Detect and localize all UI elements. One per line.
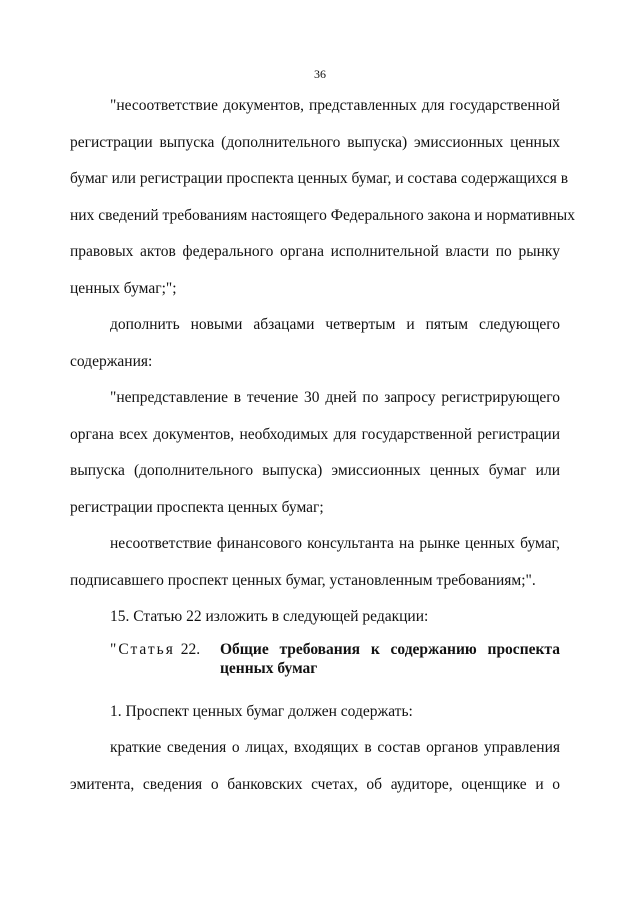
paragraph-nonsubmission bbox=[70, 380, 560, 526]
text-line: ценных бумаг;"; bbox=[70, 279, 177, 297]
text-line: правовых актов федерального органа исполнительной власти по рынку bbox=[70, 243, 560, 260]
article-title-line: ценных бумаг bbox=[220, 659, 318, 677]
article-title-line: Общие требования к содержанию проспекта bbox=[220, 640, 560, 658]
document-body bbox=[70, 88, 575, 803]
text-line: бумаг или регистрации проспекта ценных бумаг, и состава содержащихся в bbox=[70, 170, 569, 187]
item-15: 15. Статью 22 изложить в следующей редакции: bbox=[110, 608, 429, 625]
text-line: органа всех документов, необходимых для государственной регистрации bbox=[70, 425, 560, 443]
paragraph-brief-info bbox=[70, 730, 560, 803]
paragraph-financial-consultant bbox=[70, 526, 560, 599]
text-line: дополнить новыми абзацами четвертым и пятым следующего bbox=[110, 316, 560, 333]
article-word: "Статья bbox=[110, 640, 175, 658]
paragraph-nonconformity bbox=[70, 88, 575, 307]
text-line: них сведений требованиям настоящего Федерального закона и нормативных bbox=[70, 206, 575, 224]
text-line: эмитента, сведения о банковских счетах, об аудиторе, оценщике и о bbox=[70, 775, 560, 793]
item-1: 1. Проспект ценных бумаг должен содержать: bbox=[110, 702, 413, 720]
text-line: краткие сведения о лицах, входящих в состав органов управления bbox=[110, 739, 560, 756]
text-line: регистрации проспекта ценных бумаг; bbox=[70, 498, 324, 516]
article-label bbox=[110, 640, 220, 678]
article-heading bbox=[70, 640, 560, 678]
article-number: 22. bbox=[180, 640, 201, 658]
text-line: подписавшего проспект ценных бумаг, установленным требованиям;". bbox=[70, 571, 536, 589]
text-line: выпуска (дополнительного выпуска) эмиссионных ценных бумаг или bbox=[70, 462, 560, 479]
text-line: регистрации выпуска (дополнительного выпуска) эмиссионных ценных bbox=[70, 133, 560, 151]
text-line: несоответствие финансового консультанта на рынке ценных бумаг, bbox=[110, 535, 560, 552]
article-title bbox=[220, 640, 560, 678]
paragraph-supplement bbox=[70, 307, 560, 380]
text-line: содержания: bbox=[70, 352, 153, 370]
text-line: "несоответствие документов, представленных для государственной bbox=[110, 97, 560, 114]
text-line: "непредставление в течение 30 дней по запросу регистрирующего bbox=[110, 389, 560, 406]
page-number: 36 bbox=[314, 67, 326, 81]
